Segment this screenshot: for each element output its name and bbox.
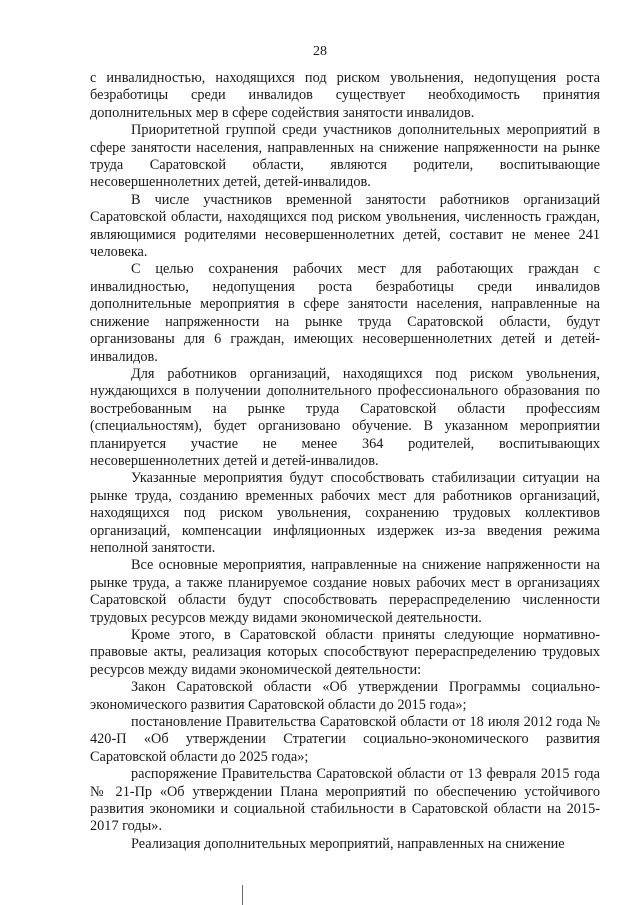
paragraph-continuation: с инвалидностью, находящихся под риском увольнения, недопущения роста безработицы среди инвалидов существует необходимость принятия дополнительных мер в сфере содействия занятости инвалидов.: [90, 70, 600, 121]
paragraph: С целью сохранения рабочих мест для работающих граждан с инвалидностью, недопущения роста безработицы среди инвалидов дополнительные мероприятия в сфере занятости населения, направленные на снижение напряженности на рынке труда Саратовской области, будут организованы для 6 граждан, имеющих несовершеннолетних детей и детей-инвалидов.: [90, 261, 600, 365]
paragraph: Приоритетной группой среди участников дополнительных мероприятий в сфере занятости населения, направленных на снижение напряженности на рынке труда Саратовской области, являются родители, воспитывающие несовершеннолетних детей, детей-инвалидов.: [90, 122, 600, 191]
paragraph: Для работников организаций, находящихся под риском увольнения, нуждающихся в получении дополнительного профессионального образования по востребованным на рынке труда Саратовской области профессиям (специальностям), будет организовано обучение. В указанном мероприятии планируется участие не менее 364 родителей, воспитывающих несовершеннолетних детей и детей-инвалидов.: [90, 365, 600, 469]
paragraph: Указанные мероприятия будут способствовать стабилизации ситуации на рынке труда, созданию временных рабочих мест для работников организаций, находящихся под риском увольнения, сохранению трудовых коллективов организаций, компенсации инфляционных издержек из-за введения режима неполной занятости.: [90, 470, 600, 556]
paragraph: В числе участников временной занятости работников организаций Саратовской области, находящихся под риском увольнения, численность граждан, являющимися родителями несовершеннолетних детей, составит не менее 241 человека.: [90, 191, 600, 261]
paragraph-law: Закон Саратовской области «Об утверждении Программы социально-экономического развития Саратовской области до 2015 года»;: [90, 679, 600, 713]
paragraph: Кроме этого, в Саратовской области приняты следующие нормативно-правовые акты, реализация которых способствуют перераспределению трудовых ресурсов между видами экономической деятельности:: [90, 627, 600, 678]
paragraph: Все основные мероприятия, направленные на снижение напряженности на рынке труда, а также планируемое создание новых рабочих мест в организациях Саратовской области будут способствовать перераспределению численности трудовых ресурсов между видами экономической деятельности.: [90, 557, 600, 626]
paragraph-resolution: постановление Правительства Саратовской области от 18 июля 2012 года № 420-П «Об утверждении Стратегии социально-экономического развития Саратовской области до 2025 года»;: [90, 714, 600, 765]
document-body: [90, 70, 600, 853]
page-number: 28: [313, 44, 327, 59]
paragraph-order: распоряжение Правительства Саратовской области от 13 февраля 2015 года № 21-Пр «Об утверждении Плана мероприятий по обеспечению устойчивого развития экономики и социальной стабильности в Саратовской области на 2015-2017 годы».: [90, 766, 600, 835]
scan-artifact-line: [242, 885, 243, 905]
paragraph: Реализация дополнительных мероприятий, направленных на снижение: [131, 835, 565, 852]
